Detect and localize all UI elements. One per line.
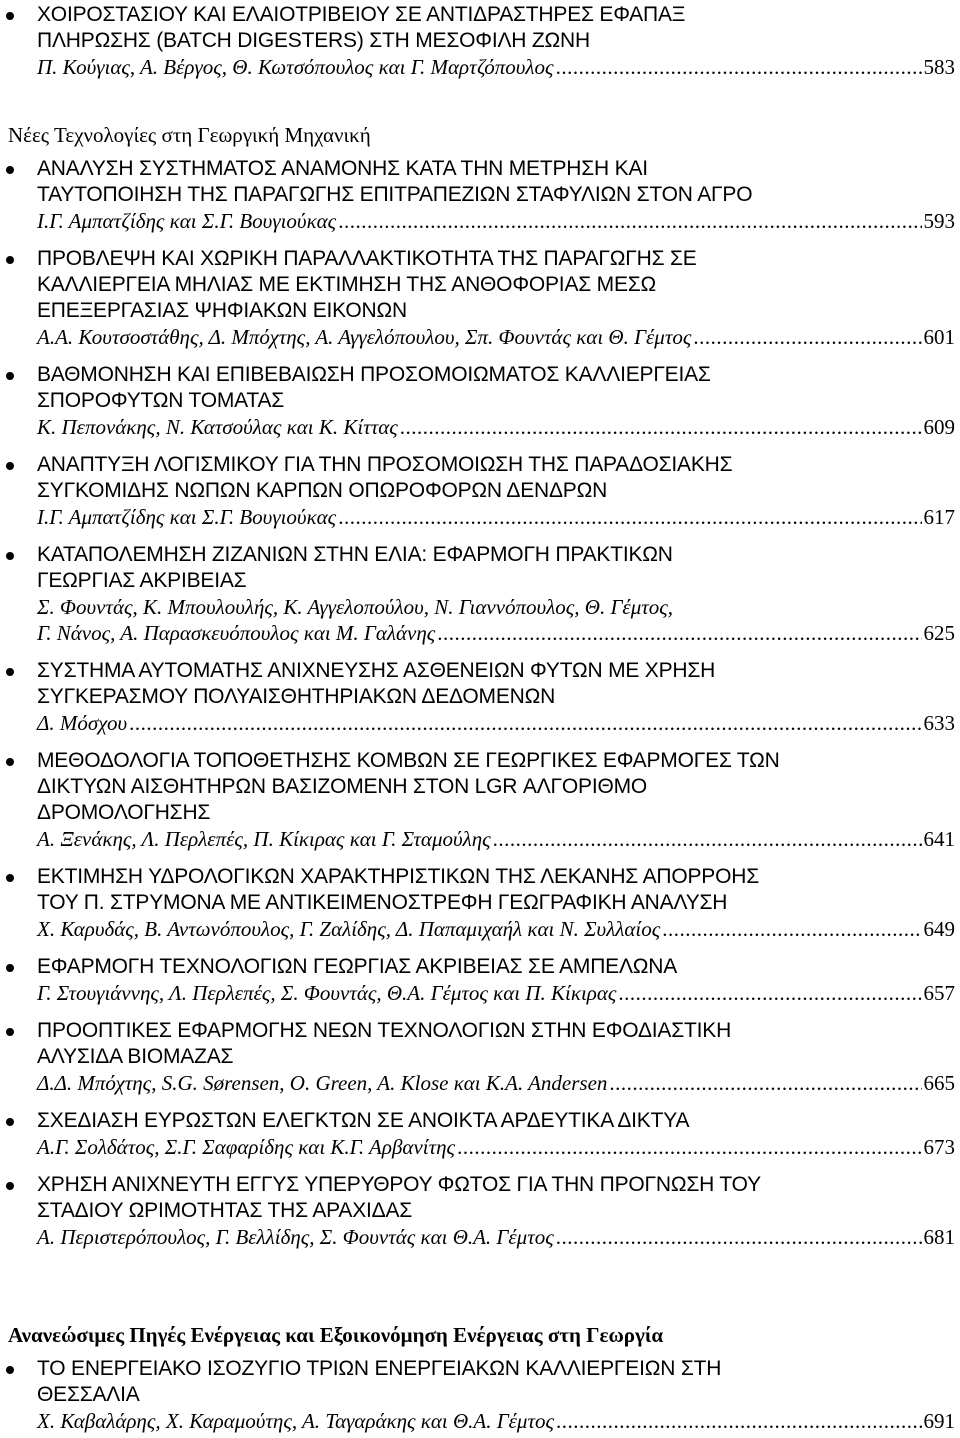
bullet-icon: [6, 462, 14, 470]
entry-title-line: ΤΟΥ Π. ΣΤΡΥΜΟΝΑ ΜΕ ΑΝΤΙΚΕΙΜΕΝΟΣΤΡΕΦΗ ΓΕΩΓΡΑΦΙΚΗ ΑΝΑΛΥΣΗ: [37, 891, 728, 914]
entry-authors: Χ. Καβαλάρης, Χ. Καραμούτης, Α. Ταγαράκης και Θ.Α. Γέμτος: [37, 1409, 555, 1433]
bullet-icon: [6, 256, 14, 264]
entry-authors: Π. Κούγιας, Α. Βέργος, Θ. Κωτσόπουλος και Γ. Μαρτζόπουλος: [37, 55, 554, 79]
entry-title: [37, 246, 955, 324]
entry-authors-line: [37, 710, 955, 736]
dot-leader: [693, 324, 921, 350]
entry-authors-line: [37, 1134, 955, 1160]
entry-title-line: ΔΙΚΤΥΩΝ ΑΙΣΘΗΤΗΡΩΝ ΒΑΣΙΖΟΜΕΝΗ ΣΤΟΝ LGR ΑΛΓΟΡΙΘΜΟ: [37, 775, 648, 798]
dot-leader: [662, 916, 921, 942]
entry-title-line: ΓΕΩΡΓΙΑΣ ΑΚΡΙΒΕΙΑΣ: [37, 569, 247, 592]
entry-title-line: ΤΟ ΕΝΕΡΓΕΙΑΚΟ ΙΣΟΖΥΓΙΟ ΤΡΙΩΝ ΕΝΕΡΓΕΙΑΚΩΝ ΚΑΛΛΙΕΡΓΕΙΩΝ ΣΤΗ: [37, 1357, 722, 1380]
entry-title: ΧΟΙΡΟΣΤΑΣΙΟΥ ΚΑΙ ΕΛΑΙΟΤΡΙΒΕΙΟΥ ΣΕ ΑΝΤΙΔΡΑΣΤΗΡΕΣ ΕΦΑΠΑΞ ΠΛΗΡΩΣΗΣ (BATCH DIGESTERS) ΣΤΗ ΜΕΣΟΦΙΛΗ ΖΩΝΗ: [37, 3, 686, 52]
entry-title: [37, 542, 955, 594]
entry-authors: Γ. Νάνος, Α. Παρασκευόπουλος και Μ. Γαλάνης: [37, 621, 436, 645]
entry-title-line: ΣΧΕΔΙΑΣΗ ΕΥΡΩΣΤΩΝ ΕΛΕΓΚΤΩΝ ΣΕ ΑΝΟΙΚΤΑ ΑΡΔΕΥΤΙΚΑ ΔΙΚΤΥΑ: [37, 1109, 690, 1132]
entry-title-line: ΚΑΛΛΙΕΡΓΕΙΑ ΜΗΛΙΑΣ ΜΕ ΕΚΤΙΜΗΣΗ ΤΗΣ ΑΝΘΟΦΟΡΙΑΣ ΜΕΣΩ: [37, 273, 657, 296]
entry-title: [37, 362, 955, 414]
entry-authors: Γ. Στουγιάννης, Λ. Περλεπές, Σ. Φουντάς, Θ.Α. Γέμτος και Π. Κίκιρας: [37, 981, 617, 1005]
dot-leader: [457, 1134, 921, 1160]
entry-title-line: ΜΕΘΟΔΟΛΟΓΙΑ ΤΟΠΟΘΕΤΗΣΗΣ ΚΟΜΒΩΝ ΣΕ ΓΕΩΡΓΙΚΕΣ ΕΦΑΡΜΟΓΕΣ ΤΩΝ: [37, 749, 780, 772]
toc-entry: [0, 864, 955, 942]
entry-title: [37, 1108, 955, 1134]
bullet-icon: [6, 1028, 14, 1036]
entry-authors-line: [37, 1224, 955, 1250]
entry-title-line: ΚΑΤΑΠΟΛΕΜΗΣΗ ΖΙΖΑΝΙΩΝ ΣΤΗΝ ΕΛΙΑ: ΕΦΑΡΜΟΓΗ ΠΡΑΚΤΙΚΩΝ: [37, 543, 673, 566]
toc-entry: [0, 452, 955, 530]
bullet-icon: [6, 874, 14, 882]
entry-page-number: 593: [923, 209, 955, 233]
section-heading: Νέες Τεχνολογίες στη Γεωργική Μηχανική: [8, 123, 371, 147]
toc-entry: [0, 1108, 955, 1160]
entry-authors: Α. Ξενάκης, Λ. Περλεπές, Π. Κίκιρας και Γ. Σταμούλης: [37, 827, 491, 851]
entry-authors: Α. Περιστερόπουλος, Γ. Βελλίδης, Σ. Φουντάς και Θ.Α. Γέμτος: [37, 1225, 554, 1249]
entry-authors-line: [37, 414, 955, 440]
toc-entry: [0, 748, 955, 852]
entry-authors-line: [37, 324, 955, 350]
dot-leader: [556, 1408, 921, 1434]
dot-leader: [338, 504, 921, 530]
entry-authors: Κ. Πεπονάκης, Ν. Κατσούλας και Κ. Κίττας: [37, 415, 398, 439]
entry-title-line: ΘΕΣΣΑΛΙΑ: [37, 1383, 140, 1406]
entry-title: [37, 1356, 955, 1408]
toc-entry: [0, 362, 955, 440]
entry-page-number: 601: [923, 325, 955, 349]
entry-page-number: 657: [923, 981, 955, 1005]
entry-title-line: ΑΛΥΣΙΔΑ ΒΙΟΜΑΖΑΣ: [37, 1045, 234, 1068]
bullet-icon: [6, 372, 14, 380]
entry-page-number: 665: [923, 1071, 955, 1095]
toc-entry: [0, 1356, 955, 1434]
entry-title: [37, 1172, 955, 1224]
bullet-icon: [6, 1182, 14, 1190]
entry-title: [37, 1018, 955, 1070]
dot-leader: [338, 208, 921, 234]
entry-authors-line: [37, 620, 955, 646]
entry-title-line: ΑΝΑΛΥΣΗ ΣΥΣΤΗΜΑΤΟΣ ΑΝΑΜΟΝΗΣ ΚΑΤΑ ΤΗΝ ΜΕΤΡΗΣΗ ΚΑΙ: [37, 157, 648, 180]
entry-title-line: ΤΑΥΤΟΠΟΙΗΣΗ ΤΗΣ ΠΑΡΑΓΩΓΗΣ ΕΠΙΤΡΑΠΕΖΙΩΝ ΣΤΑΦΥΛΙΩΝ ΣΤΟΝ ΑΓΡΟ: [37, 183, 753, 206]
toc-entry: [0, 954, 955, 1006]
entry-title-line: ΕΦΑΡΜΟΓΗ ΤΕΧΝΟΛΟΓΙΩΝ ΓΕΩΡΓΙΑΣ ΑΚΡΙΒΕΙΑΣ ΣΕ ΑΜΠΕΛΩΝΑ: [37, 955, 678, 978]
bullet-icon: [6, 668, 14, 676]
bullet-icon: [6, 166, 14, 174]
entry-page-number: 609: [923, 415, 955, 439]
toc-entry: [0, 1172, 955, 1250]
entry-page-number: 649: [923, 917, 955, 941]
entry-title: [37, 748, 955, 826]
entry-page-number: 617: [923, 505, 955, 529]
entry-authors-line: [37, 980, 955, 1006]
entry-authors-line: [37, 1070, 955, 1096]
entry-title-line: ΒΑΘΜΟΝΗΣΗ ΚΑΙ ΕΠΙΒΕΒΑΙΩΣΗ ΠΡΟΣΟΜΟΙΩΜΑΤΟΣ ΚΑΛΛΙΕΡΓΕΙΑΣ: [37, 363, 711, 386]
section-entries: [0, 1356, 955, 1434]
entry-authors-line: [37, 1408, 955, 1434]
toc-entry: [0, 2, 955, 80]
entry-title-line: ΣΥΣΤΗΜΑ ΑΥΤΟΜΑΤΗΣ ΑΝΙΧΝΕΥΣΗΣ ΑΣΘΕΝΕΙΩΝ ΦΥΤΩΝ ΜΕ ΧΡΗΣΗ: [37, 659, 716, 682]
dot-leader: [556, 54, 922, 80]
toc-entry: [0, 246, 955, 350]
entry-title-line: ΔΡΟΜΟΛΟΓΗΣΗΣ: [37, 801, 211, 824]
entry-title-line: ΧΡΗΣΗ ΑΝΙΧΝΕΥΤΗ ΕΓΓΥΣ ΥΠΕΡΥΘΡΟΥ ΦΩΤΟΣ ΓΙΑ ΤΗΝ ΠΡΟΓΝΩΣΗ ΤΟΥ: [37, 1173, 761, 1196]
entry-authors-line: [37, 504, 955, 530]
entry-authors: Δ. Μόσχου: [37, 711, 128, 735]
dot-leader: [129, 710, 921, 736]
bullet-icon: [6, 1118, 14, 1126]
bullet-icon: [6, 552, 14, 560]
entry-title-line: ΕΠΕΞΕΡΓΑΣΙΑΣ ΨΗΦΙΑΚΩΝ ΕΙΚΟΝΩΝ: [37, 299, 407, 322]
entry-title: [37, 954, 955, 980]
entry-title-line: ΣΤΑΔΙΟΥ ΩΡΙΜΟΤΗΤΑΣ ΤΗΣ ΑΡΑΧΙΔΑΣ: [37, 1199, 413, 1222]
section-entries: [0, 156, 955, 1250]
entry-title-line: ΑΝΑΠΤΥΞΗ ΛΟΓΙΣΜΙΚΟΥ ΓΙΑ ΤΗΝ ΠΡΟΣΟΜΟΙΩΣΗ ΤΗΣ ΠΑΡΑΔΟΣΙΑΚΗΣ: [37, 453, 733, 476]
entry-title-line: ΠΡΟΒΛΕΨΗ ΚΑΙ ΧΩΡΙΚΗ ΠΑΡΑΛΛΑΚΤΙΚΟΤΗΤΑ ΤΗΣ ΠΑΡΑΓΩΓΗΣ ΣΕ: [37, 247, 697, 270]
entry-title-line: ΣΥΓΚΟΜΙΔΗΣ ΝΩΠΩΝ ΚΑΡΠΩΝ ΟΠΩΡΟΦΟΡΩΝ ΔΕΝΔΡΩΝ: [37, 479, 608, 502]
bullet-icon: [6, 758, 14, 766]
entry-authors: Α.Α. Κουτσοστάθης, Δ. Μπόχτης, Α. Αγγελόπουλου, Σπ. Φουντάς και Θ. Γέμτος: [37, 325, 692, 349]
entry-title-line: ΠΡΟΟΠΤΙΚΕΣ ΕΦΑΡΜΟΓΗΣ ΝΕΩΝ ΤΕΧΝΟΛΟΓΙΩΝ ΣΤΗΝ ΕΦΟΔΙΑΣΤΙΚΗ: [37, 1019, 732, 1042]
dot-leader: [437, 620, 921, 646]
entry-authors: Σ. Φουντάς, Κ. Μπουλουλής, Κ. Αγγελοπούλου, Ν. Γιαννόπουλος, Θ. Γέμτος,: [37, 595, 674, 619]
entry-title-line: ΕΚΤΙΜΗΣΗ ΥΔΡΟΛΟΓΙΚΩΝ ΧΑΡΑΚΤΗΡΙΣΤΙΚΩΝ ΤΗΣ ΛΕΚΑΝΗΣ ΑΠΟΡΡΟΗΣ: [37, 865, 759, 888]
toc-entry: [0, 1018, 955, 1096]
entry-title: [37, 864, 955, 916]
bullet-icon: [6, 1366, 14, 1374]
entry-authors: Ι.Γ. Αμπατζίδης και Σ.Γ. Βουγιούκας: [37, 505, 337, 529]
entry-authors-line: [37, 916, 955, 942]
entry-authors: Α.Γ. Σολδάτος, Σ.Γ. Σαφαρίδης και Κ.Γ. Αρβανίτης: [37, 1135, 456, 1159]
entry-authors: Χ. Καρυδάς, Β. Αντωνόπουλος, Γ. Ζαλίδης, Δ. Παπαμιχαήλ και Ν. Συλλαίος: [37, 917, 661, 941]
entry-page-number: 691: [923, 1409, 955, 1433]
entry-page-number: 633: [923, 711, 955, 735]
entry-page-number: 625: [923, 621, 955, 645]
entry-page-number: 673: [923, 1135, 955, 1159]
entry-authors: Δ.Δ. Μπόχτης, S.G. Sørensen, O. Green, A. Klose και K.A. Andersen: [37, 1071, 608, 1095]
dot-leader: [556, 1224, 922, 1250]
entry-page-number: 583: [923, 55, 955, 79]
dot-leader: [618, 980, 921, 1006]
dot-leader: [400, 414, 922, 440]
entry-title: [37, 658, 955, 710]
toc-entry: [0, 542, 955, 646]
entry-page-number: 681: [923, 1225, 955, 1249]
entry-page-number: 641: [923, 827, 955, 851]
entry-title: [37, 452, 955, 504]
entry-title: [37, 156, 955, 208]
bullet-icon: [6, 12, 14, 20]
bullet-icon: [6, 964, 14, 972]
entry-title-line: ΣΠΟΡΟΦΥΤΩΝ ΤΟΜΑΤΑΣ: [37, 389, 285, 412]
section-heading: Ανανεώσιμες Πηγές Ενέργειας και Εξοικονόμηση Ενέργειας στη Γεωργία: [8, 1323, 664, 1347]
dot-leader: [609, 1070, 921, 1096]
entry-authors: Ι.Γ. Αμπατζίδης και Σ.Γ. Βουγιούκας: [37, 209, 337, 233]
entry-authors-line: [37, 208, 955, 234]
dot-leader: [493, 826, 922, 852]
entry-authors-line: [37, 54, 955, 80]
toc-entry: [0, 156, 955, 234]
toc-entry: [0, 658, 955, 736]
entry-title-line: ΣΥΓΚΕΡΑΣΜΟΥ ΠΟΛΥΑΙΣΘΗΤΗΡΙΑΚΩΝ ΔΕΔΟΜΕΝΩΝ: [37, 685, 556, 708]
entry-authors-line: [37, 826, 955, 852]
